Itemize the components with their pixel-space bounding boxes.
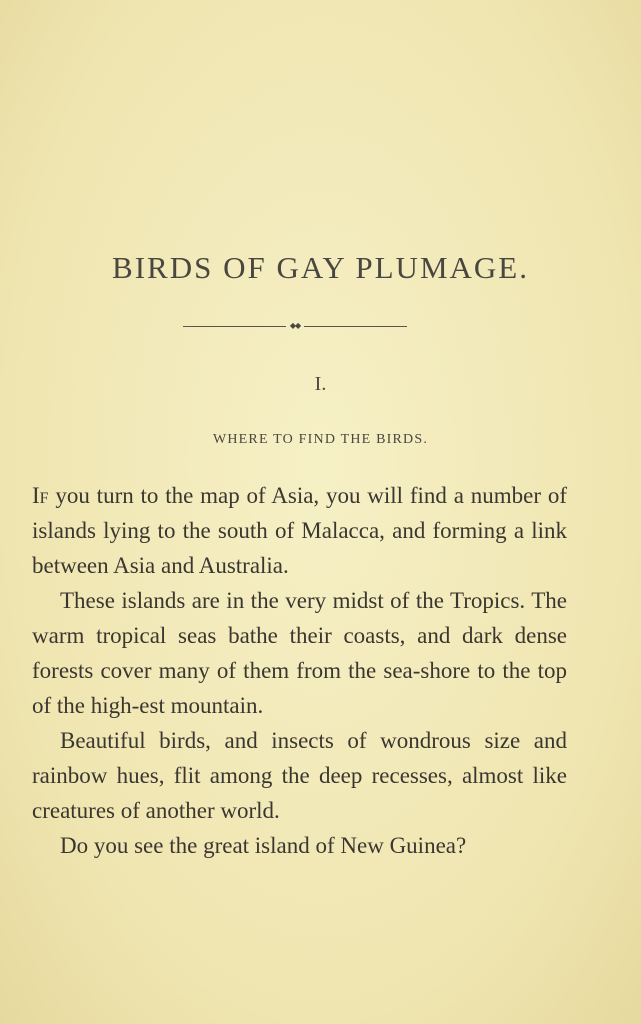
book-title: BIRDS OF GAY PLUMAGE. [112, 250, 529, 285]
ornament-line-left [183, 326, 286, 327]
ornament-diamonds-icon: ◆◆ [289, 321, 301, 330]
paragraph-3: Beautiful birds, and insects of wondrous size and rainbow hues, flit among the deep recesses, almost like creatures of another world. [32, 728, 567, 823]
chapter-number: I. [314, 373, 327, 395]
title-ornament-rule [183, 321, 407, 330]
body-text [32, 478, 567, 863]
chapter-title: WHERE TO FIND THE BIRDS. [212, 432, 429, 447]
paragraph-4: Do you see the great island of New Guinea? [60, 833, 467, 858]
ornament-line-right [304, 326, 407, 327]
paragraph-2: These islands are in the very midst of the Tropics. The warm tropical seas bathe their coasts, and dark dense forests cover many of them from the sea-shore to the top of the high-est mountain. [32, 588, 567, 718]
paragraph-1 [32, 478, 567, 583]
paragraph-lead-word: If [32, 483, 49, 508]
paragraph-1-text: you turn to the map of Asia, you will find a number of islands lying to the south of Malacca, and forming a link between Asia and Australia. [32, 483, 567, 578]
